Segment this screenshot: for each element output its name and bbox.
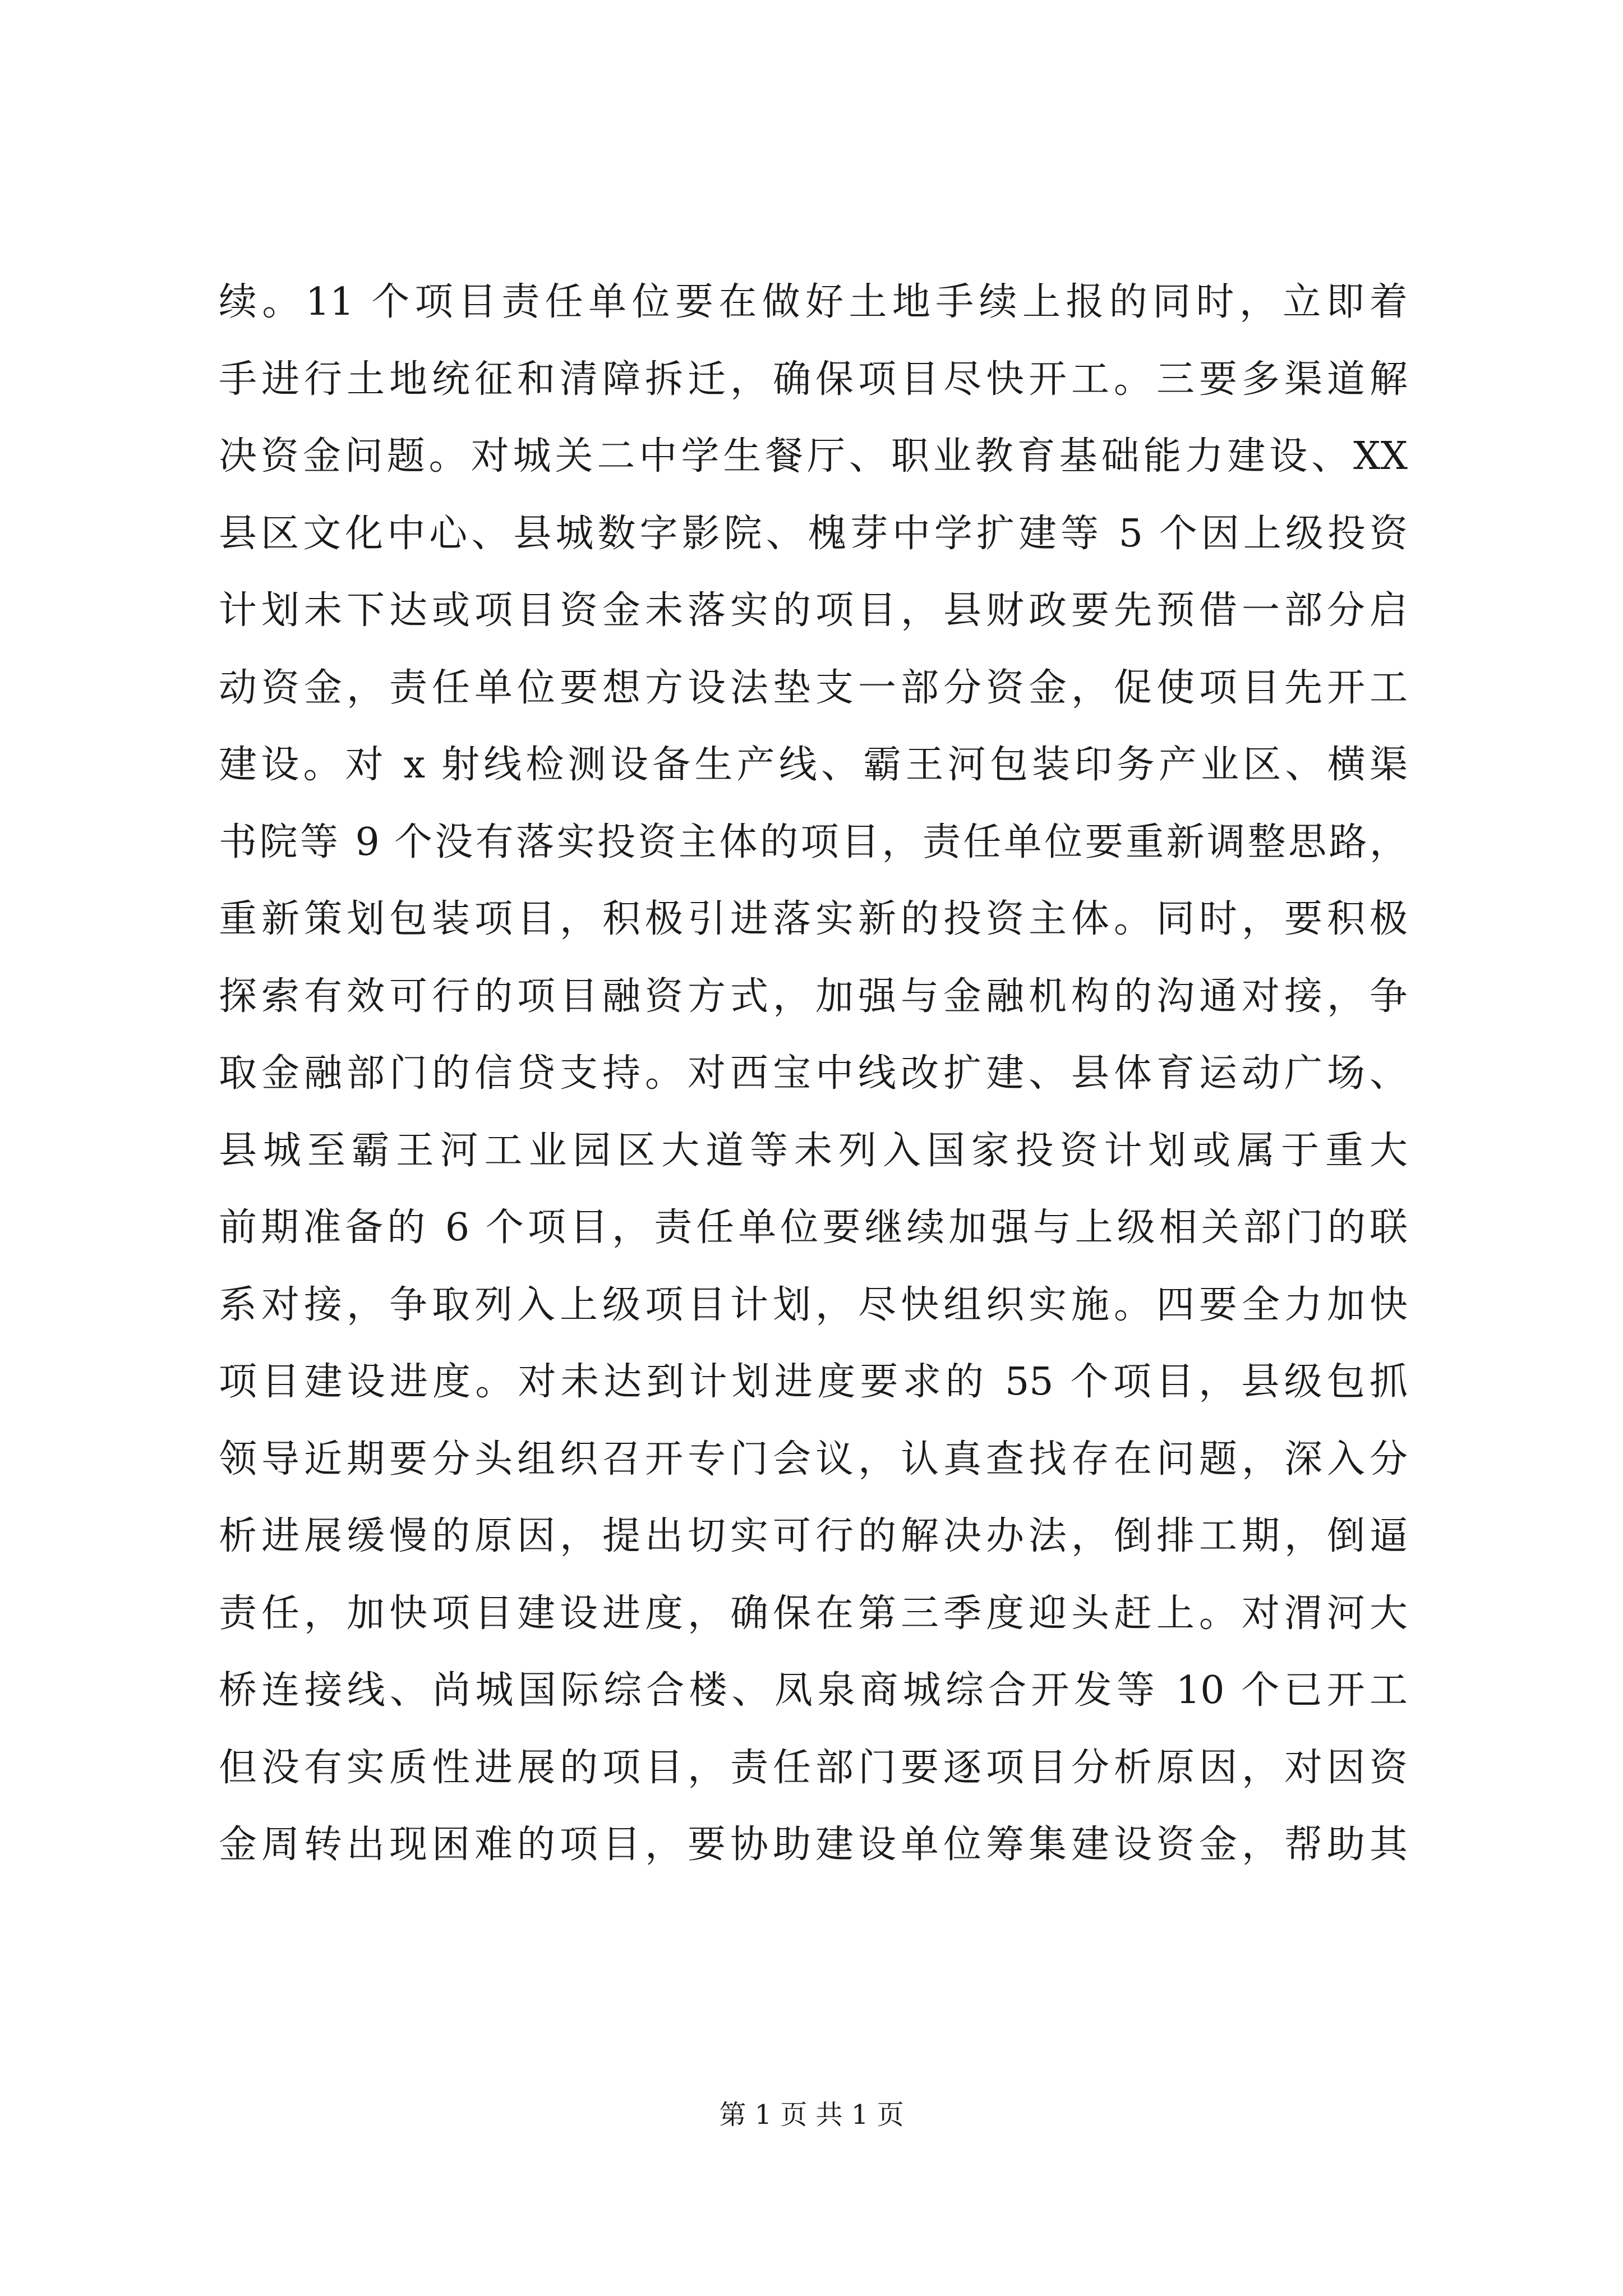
text-line-1: 续。11 个项目责任单位要在做好土地手续上报的同时，立即着 <box>219 280 1408 324</box>
text-line-3: 决资金问题。对城关二中学生餐厅、职业教育基础能力建设、XX <box>219 434 1408 478</box>
text-line-6: 动资金，责任单位要想方设法垫支一部分资金，促使项目先开工 <box>219 665 1408 710</box>
text-line-16: 领导近期要分头组织召开专门会议，认真查找存在问题，深入分 <box>219 1437 1408 1481</box>
text-line-17: 析进展缓慢的原因，提出切实可行的解决办法，倒排工期，倒逼 <box>219 1514 1408 1558</box>
page-footer: 第 1 页 共 1 页 <box>719 2099 904 2131</box>
body-text <box>219 264 1408 1884</box>
text-line-2: 手进行土地统征和清障拆迁，确保项目尽快开工。三要多渠道解 <box>219 357 1408 402</box>
text-line-4: 县区文化中心、县城数字影院、槐芽中学扩建等 5 个因上级投资 <box>219 511 1408 556</box>
text-line-11: 取金融部门的信贷支持。对西宝中线改扩建、县体育运动广场、 <box>219 1051 1408 1096</box>
text-line-15: 项目建设进度。对未达到计划进度要求的 55 个项目，县级包抓 <box>219 1360 1408 1404</box>
text-line-14: 系对接，争取列入上级项目计划，尽快组织实施。四要全力加快 <box>219 1282 1408 1327</box>
text-line-10: 探索有效可行的项目融资方式，加强与金融机构的沟通对接，争 <box>219 974 1408 1019</box>
text-line-5: 计划未下达或项目资金未落实的项目，县财政要先预借一部分启 <box>219 588 1408 633</box>
text-line-12: 县城至霸王河工业园区大道等未列入国家投资计划或属于重大 <box>219 1128 1408 1173</box>
text-line-8: 书院等 9 个没有落实投资主体的项目，责任单位要重新调整思路， <box>219 820 1408 864</box>
text-line-9: 重新策划包装项目，积极引进落实新的投资主体。同时，要积极 <box>219 897 1408 941</box>
text-line-7: 建设。对 x 射线检测设备生产线、霸王河包装印务产业区、横渠 <box>219 743 1408 787</box>
text-line-19: 桥连接线、尚城国际综合楼、凤泉商城综合开发等 10 个已开工 <box>219 1668 1408 1713</box>
text-line-13: 前期准备的 6 个项目，责任单位要继续加强与上级相关部门的联 <box>219 1205 1408 1250</box>
text-line-20: 但没有实质性进展的项目，责任部门要逐项目分析原因，对因资 <box>219 1745 1408 1790</box>
text-line-18: 责任，加快项目建设进度，确保在第三季度迎头赶上。对渭河大 <box>219 1591 1408 1636</box>
text-line-21: 金周转出现困难的项目，要协助建设单位筹集建设资金，帮助其 <box>219 1823 1408 1867</box>
